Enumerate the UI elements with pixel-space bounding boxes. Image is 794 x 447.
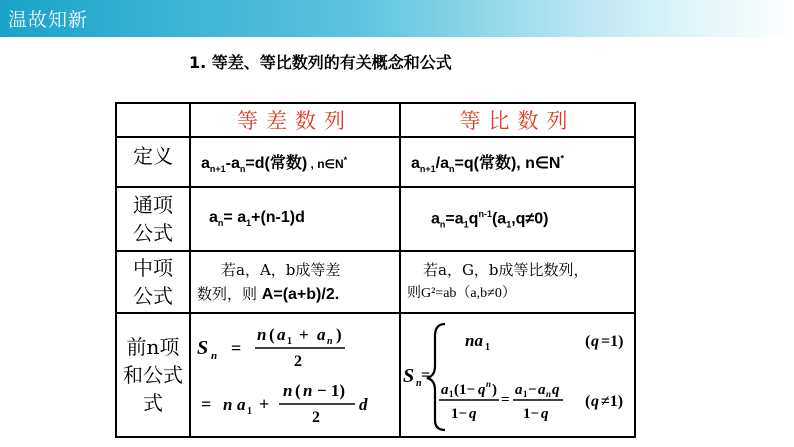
svg-text:q: q <box>541 406 549 422</box>
svg-text:1: 1 <box>247 406 252 417</box>
svg-text:−: − <box>528 382 537 398</box>
svg-text:a: a <box>277 325 286 344</box>
svg-text:(: ( <box>269 325 275 344</box>
svg-text:=: = <box>201 394 212 414</box>
concepts-table <box>115 102 636 438</box>
table-row-definition <box>116 137 635 187</box>
svg-text:n: n <box>303 381 313 400</box>
row-label-line2: 公式 <box>133 221 173 245</box>
arith-middle-term-cell <box>190 251 400 313</box>
svg-text:a: a <box>317 325 326 344</box>
svg-text:a: a <box>441 382 449 398</box>
row-label-definition <box>116 137 190 187</box>
row-label-line2: 公式 <box>133 284 173 308</box>
row-label-line2: 和公式 <box>123 363 183 387</box>
corner-cell <box>116 103 190 137</box>
col-header-arithmetic: 等差数列 <box>190 103 400 137</box>
svg-text:(1−: (1− <box>454 382 476 398</box>
svg-text:(: ( <box>585 393 591 410</box>
svg-text:1: 1 <box>485 342 490 353</box>
svg-text:1−: 1− <box>451 406 468 422</box>
svg-text:− 1): − 1) <box>317 381 346 400</box>
svg-text:n: n <box>486 379 492 389</box>
svg-text:na: na <box>465 331 483 350</box>
svg-text:q: q <box>469 406 477 422</box>
arith-middle-text1: 若a，A，b成等差 <box>221 260 341 279</box>
svg-text:=: = <box>501 392 510 408</box>
geo-middle-text1: 若a，G，b成等比数列， <box>423 261 589 279</box>
svg-text:n: n <box>327 336 333 347</box>
table-row-general-term <box>116 187 635 251</box>
arith-definition-formula: $a_{n+1}-a_n=d$(常数) , n∈N* <box>190 137 400 187</box>
row-label-middle-term <box>116 251 190 313</box>
svg-text:2: 2 <box>312 409 320 426</box>
geo-sum-formula <box>400 313 635 437</box>
svg-text:a: a <box>538 382 546 398</box>
geo-middle-text2: 则G²=ab（a,b≠0） <box>407 286 516 301</box>
arith-sum-formula <box>190 313 400 437</box>
arith-middle-text2: 数列，则 <box>197 284 258 303</box>
row-label-text: 定义 <box>133 144 173 168</box>
svg-text:n: n <box>546 389 552 399</box>
svg-text:n: n <box>211 350 218 362</box>
svg-text:q: q <box>478 382 486 398</box>
svg-text:1: 1 <box>523 389 528 399</box>
svg-text:=1): =1) <box>601 333 624 350</box>
svg-text:): ) <box>492 382 497 398</box>
header-title: 温故知新 <box>8 9 89 31</box>
svg-text:1−: 1− <box>523 406 540 422</box>
svg-text:n: n <box>283 381 293 400</box>
table-row-sum <box>116 313 635 437</box>
svg-text:S: S <box>403 365 415 387</box>
header-bar <box>0 0 794 37</box>
svg-text:+: + <box>299 325 309 344</box>
svg-text:n: n <box>223 395 233 414</box>
row-label-sum <box>116 313 190 437</box>
geo-sum-formula-svg <box>401 314 632 432</box>
svg-text:q: q <box>552 382 560 398</box>
col-header-geometric: 等比数列 <box>400 103 635 137</box>
svg-text:a: a <box>237 395 246 414</box>
svg-text:): ) <box>336 325 342 344</box>
arith-middle-line2 <box>197 282 399 307</box>
row-label-line3: 式 <box>143 391 163 415</box>
geo-definition-formula: $a_{n+1}/a_n=q$(常数), n∈N* <box>400 137 635 187</box>
arith-sum-formula-svg <box>191 314 397 432</box>
svg-text:q: q <box>591 393 599 410</box>
svg-text:d: d <box>359 395 368 414</box>
svg-text:≠1): ≠1) <box>601 393 624 410</box>
geo-general-term-formula: $a_n=a_1q^{n-1}(a_1,q\ne 0)$ <box>400 187 635 251</box>
svg-text:n: n <box>416 378 422 389</box>
row-label-general-term <box>116 187 190 251</box>
table-row-middle-term <box>116 251 635 313</box>
svg-text:=: = <box>231 338 242 358</box>
table-header-row <box>116 103 635 137</box>
svg-text:(: ( <box>295 381 301 400</box>
arith-general-term-formula: $a_n= a_1+(n-1)d$ <box>190 187 400 251</box>
svg-text:=: = <box>421 367 431 384</box>
svg-text:S: S <box>197 337 209 359</box>
svg-text:q: q <box>591 333 599 350</box>
svg-text:1: 1 <box>449 389 454 399</box>
svg-text:1: 1 <box>287 336 292 347</box>
svg-text:(: ( <box>585 333 591 350</box>
svg-text:+: + <box>259 394 270 414</box>
svg-text:a: a <box>515 382 523 398</box>
geo-middle-term-cell <box>400 251 635 313</box>
svg-text:n: n <box>257 325 267 344</box>
row-label-line1: 中项 <box>133 256 173 280</box>
section-heading: 1. 等差、等比数列的有关概念和公式 <box>189 53 452 72</box>
arith-middle-formula: A=(a+b)/2. <box>261 285 340 303</box>
row-label-line1: 前n项 <box>126 335 180 359</box>
row-label-line1: 通项 <box>133 193 173 217</box>
svg-text:2: 2 <box>294 353 302 370</box>
